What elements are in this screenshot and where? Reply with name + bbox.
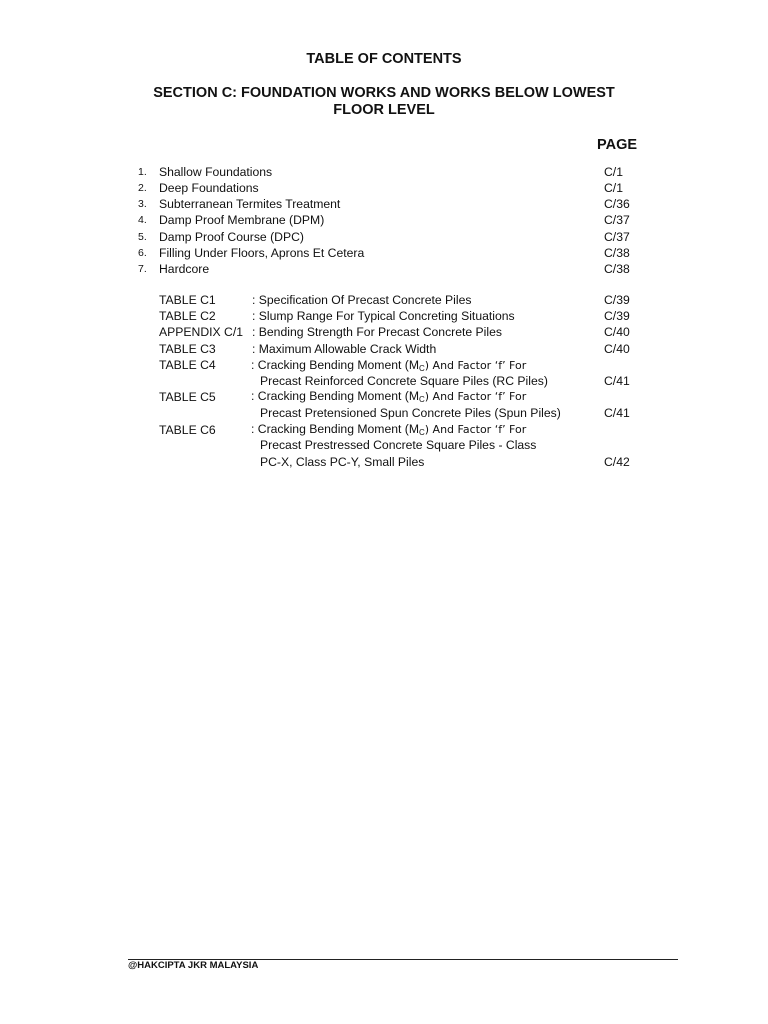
- table-description-continued[interactable]: Precast Pretensioned Spun Concrete Piles (Spun Piles): [260, 406, 561, 420]
- table-label: TABLE C6: [159, 423, 216, 437]
- table-description[interactable]: : Maximum Allowable Crack Width: [252, 342, 437, 356]
- description-prefix: : Cracking Bending Moment (M: [251, 389, 419, 403]
- contents-page: C/1: [604, 165, 623, 179]
- table-page: C/41: [604, 406, 630, 420]
- contents-title[interactable]: Subterranean Termites Treatment: [159, 197, 341, 211]
- contents-title[interactable]: Damp Proof Membrane (DPM): [159, 213, 325, 227]
- table-label: TABLE C4: [159, 358, 216, 372]
- table-page: C/39: [604, 293, 630, 307]
- contents-number: 7.: [138, 263, 147, 275]
- description-prefix: : Cracking Bending Moment (M: [251, 358, 419, 372]
- contents-title[interactable]: Damp Proof Course (DPC): [159, 230, 304, 244]
- contents-number: 2.: [138, 182, 147, 194]
- description-suffix: ) And Factor ‘f’ For: [424, 423, 527, 436]
- table-label: TABLE C1: [159, 293, 216, 307]
- contents-title[interactable]: Filling Under Floors, Aprons Et Cetera: [159, 246, 365, 260]
- description-suffix: ) And Factor ‘f’ For: [424, 359, 527, 372]
- contents-number: 6.: [138, 247, 147, 259]
- table-page: C/39: [604, 309, 630, 323]
- page-title: TABLE OF CONTENTS: [306, 51, 462, 67]
- contents-title[interactable]: Shallow Foundations: [159, 165, 273, 179]
- contents-title[interactable]: Deep Foundations: [159, 181, 259, 195]
- table-label: TABLE C5: [159, 390, 216, 404]
- table-page: C/40: [604, 342, 630, 356]
- contents-number: 3.: [138, 198, 147, 210]
- contents-number: 5.: [138, 231, 147, 243]
- section-title-line2: FLOOR LEVEL: [333, 102, 435, 118]
- section-title-line1: SECTION C: FOUNDATION WORKS AND WORKS BELOW LOWEST: [153, 85, 615, 101]
- appendix-description[interactable]: : Bending Strength For Precast Concrete Piles: [252, 325, 502, 339]
- table-label: TABLE C2: [159, 309, 216, 323]
- page-column-header: PAGE: [597, 137, 638, 153]
- table-page: C/41: [604, 374, 630, 388]
- table-description[interactable]: : Specification Of Precast Concrete Piles: [252, 293, 472, 307]
- description-suffix: ) And Factor ‘f’ For: [424, 390, 527, 403]
- contents-page: C/37: [604, 230, 630, 244]
- table-description-continued[interactable]: Precast Prestressed Concrete Square Piles - Class: [260, 438, 537, 452]
- table-page: C/42: [604, 455, 630, 469]
- subscript: C: [418, 428, 425, 437]
- description-prefix: : Cracking Bending Moment (M: [251, 422, 419, 436]
- table-description-continued[interactable]: PC-X, Class PC-Y, Small Piles: [260, 455, 425, 469]
- contents-number: 1.: [138, 166, 147, 178]
- contents-page: C/37: [604, 213, 630, 227]
- subscript: C: [418, 395, 425, 404]
- table-label: TABLE C3: [159, 342, 216, 356]
- subscript: C: [418, 364, 425, 373]
- contents-number: 4.: [138, 214, 147, 226]
- contents-page: C/36: [604, 197, 630, 211]
- table-description-continued[interactable]: Precast Reinforced Concrete Square Piles (RC Piles): [260, 374, 548, 388]
- contents-page: C/38: [604, 246, 630, 260]
- contents-page: C/38: [604, 262, 630, 276]
- table-description[interactable]: : Slump Range For Typical Concreting Situations: [252, 309, 515, 323]
- contents-page: C/1: [604, 181, 623, 195]
- appendix-page: C/40: [604, 325, 630, 339]
- contents-title[interactable]: Hardcore: [159, 262, 210, 276]
- table-description[interactable]: [251, 389, 526, 407]
- appendix-label: APPENDIX C/1: [159, 325, 243, 339]
- footer-copyright: @HAKCIPTA JKR MALAYSIA: [128, 960, 259, 971]
